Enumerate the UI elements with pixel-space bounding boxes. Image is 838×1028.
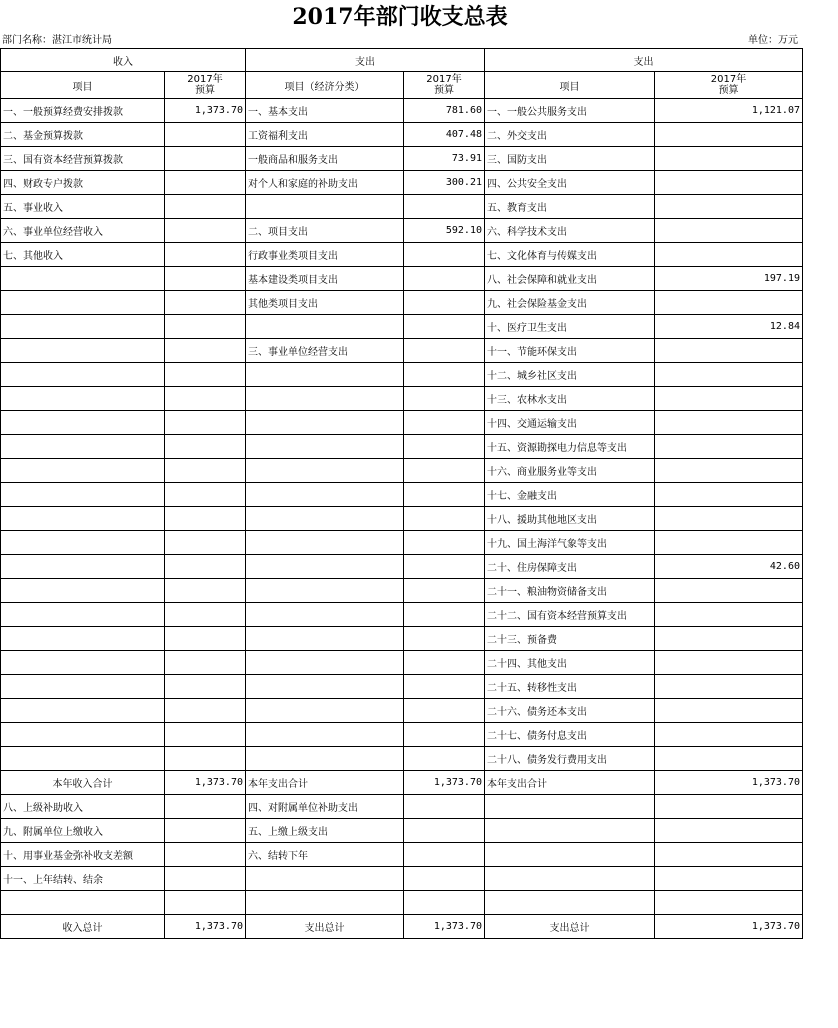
income-item-cell bbox=[1, 363, 165, 387]
expense-econ-budget-cell bbox=[404, 603, 485, 627]
expense-econ-item-cell: 三、事业单位经营支出 bbox=[246, 339, 404, 363]
expense-func-budget-cell bbox=[655, 795, 803, 819]
income-item-cell bbox=[1, 531, 165, 555]
expense-econ-item-cell bbox=[246, 627, 404, 651]
expense-econ-item-cell: 二、项目支出 bbox=[246, 219, 404, 243]
expense-econ-budget-cell: 407.48 bbox=[404, 123, 485, 147]
income-item-cell: 本年收入合计 bbox=[1, 771, 165, 795]
expense-func-item-cell: 五、教育支出 bbox=[485, 195, 655, 219]
income-budget-cell bbox=[165, 315, 246, 339]
expense-func-budget-cell bbox=[655, 171, 803, 195]
expense-econ-budget-cell bbox=[404, 291, 485, 315]
expense-func-budget-cell: 1,373.70 bbox=[655, 915, 803, 939]
income-item-cell bbox=[1, 291, 165, 315]
income-item-cell: 十一、上年结转、结余 bbox=[1, 867, 165, 891]
table-row bbox=[1, 123, 803, 147]
table-row bbox=[1, 363, 803, 387]
expense-func-item-cell: 十六、商业服务业等支出 bbox=[485, 459, 655, 483]
expense-econ-item-cell: 六、结转下年 bbox=[246, 843, 404, 867]
table-row bbox=[1, 483, 803, 507]
expense-func-budget-cell: 12.84 bbox=[655, 315, 803, 339]
col-header-budget bbox=[404, 72, 485, 99]
table-row bbox=[1, 171, 803, 195]
table-row bbox=[1, 387, 803, 411]
table-row bbox=[1, 555, 803, 579]
expense-func-item-cell: 一、一般公共服务支出 bbox=[485, 99, 655, 123]
expense-econ-budget-cell bbox=[404, 435, 485, 459]
table-row bbox=[1, 627, 803, 651]
expense-func-item-cell: 支出总计 bbox=[485, 915, 655, 939]
table-row bbox=[1, 531, 803, 555]
expense-func-item-cell bbox=[485, 867, 655, 891]
income-budget-cell: 1,373.70 bbox=[165, 771, 246, 795]
expense-func-item-cell: 二、外交支出 bbox=[485, 123, 655, 147]
income-budget-cell bbox=[165, 243, 246, 267]
col-header-year: 2017年 bbox=[187, 74, 223, 85]
income-item-cell bbox=[1, 411, 165, 435]
income-budget-cell bbox=[165, 747, 246, 771]
expense-func-budget-cell bbox=[655, 219, 803, 243]
expense-econ-budget-cell bbox=[404, 531, 485, 555]
income-budget-cell bbox=[165, 867, 246, 891]
expense-func-item-cell bbox=[485, 795, 655, 819]
expense-econ-budget-cell bbox=[404, 267, 485, 291]
income-item-cell bbox=[1, 315, 165, 339]
expense-econ-item-cell bbox=[246, 555, 404, 579]
income-item-cell: 一、一般预算经费安排拨款 bbox=[1, 99, 165, 123]
table-row bbox=[1, 435, 803, 459]
expense-econ-item-cell: 其他类项目支出 bbox=[246, 291, 404, 315]
expense-func-item-cell: 二十七、债务付息支出 bbox=[485, 723, 655, 747]
expense-func-item-cell: 十一、节能环保支出 bbox=[485, 339, 655, 363]
page-title: 2017年部门收支总表 bbox=[292, 4, 508, 30]
expense-econ-budget-cell: 73.91 bbox=[404, 147, 485, 171]
income-item-cell bbox=[1, 723, 165, 747]
expense-func-budget-cell bbox=[655, 291, 803, 315]
income-budget-cell bbox=[165, 435, 246, 459]
col-header-item-econ: 项目（经济分类） bbox=[246, 72, 404, 99]
expense-func-item-cell: 十四、交通运输支出 bbox=[485, 411, 655, 435]
table-row bbox=[1, 819, 803, 843]
expense-econ-budget-cell bbox=[404, 195, 485, 219]
expense-econ-item-cell: 五、上缴上级支出 bbox=[246, 819, 404, 843]
expense-func-budget-cell bbox=[655, 579, 803, 603]
income-budget-cell bbox=[165, 603, 246, 627]
income-budget-cell bbox=[165, 555, 246, 579]
income-budget-cell bbox=[165, 195, 246, 219]
expense-econ-budget-cell bbox=[404, 387, 485, 411]
expense-econ-item-cell bbox=[246, 579, 404, 603]
expense-func-budget-cell bbox=[655, 483, 803, 507]
income-item-cell: 四、财政专户拨款 bbox=[1, 171, 165, 195]
expense-econ-budget-cell bbox=[404, 459, 485, 483]
expense-econ-item-cell: 行政事业类项目支出 bbox=[246, 243, 404, 267]
table-row bbox=[1, 315, 803, 339]
income-budget-cell bbox=[165, 627, 246, 651]
col-header-item: 项目 bbox=[1, 72, 165, 99]
expense-func-item-cell: 二十四、其他支出 bbox=[485, 651, 655, 675]
expense-func-budget-cell bbox=[655, 819, 803, 843]
expense-econ-budget-cell: 781.60 bbox=[404, 99, 485, 123]
expense-econ-budget-cell bbox=[404, 363, 485, 387]
income-budget-cell bbox=[165, 291, 246, 315]
expense-econ-item-cell bbox=[246, 195, 404, 219]
expense-func-budget-cell bbox=[655, 411, 803, 435]
income-item-cell bbox=[1, 747, 165, 771]
expense-econ-item-cell bbox=[246, 507, 404, 531]
expense-func-item-cell bbox=[485, 843, 655, 867]
expense-econ-budget-cell bbox=[404, 675, 485, 699]
income-header: 收入 bbox=[1, 49, 246, 72]
expense-func-budget-cell bbox=[655, 603, 803, 627]
income-item-cell: 二、基金预算拨款 bbox=[1, 123, 165, 147]
income-budget-cell bbox=[165, 843, 246, 867]
table-row bbox=[1, 675, 803, 699]
table-row bbox=[1, 795, 803, 819]
unit-label: 单位：万元 bbox=[748, 35, 798, 46]
col-header-item-c: 项目 bbox=[485, 72, 655, 99]
expense-econ-item-cell bbox=[246, 891, 404, 915]
expense-econ-budget-cell bbox=[404, 891, 485, 915]
expense-func-budget-cell bbox=[655, 723, 803, 747]
income-budget-cell bbox=[165, 723, 246, 747]
income-item-cell: 十、用事业基金弥补收支差额 bbox=[1, 843, 165, 867]
expense-func-item-cell: 四、公共安全支出 bbox=[485, 171, 655, 195]
col-header-budget-label: 预算 bbox=[434, 85, 454, 96]
expense-func-budget-cell bbox=[655, 747, 803, 771]
income-budget-cell bbox=[165, 339, 246, 363]
expense-func-budget-cell: 1,121.07 bbox=[655, 99, 803, 123]
income-budget-cell: 1,373.70 bbox=[165, 915, 246, 939]
expense-func-item-cell: 十五、资源勘探电力信息等支出 bbox=[485, 435, 655, 459]
table-row bbox=[1, 915, 803, 939]
expense-func-item-cell: 二十二、国有资本经营预算支出 bbox=[485, 603, 655, 627]
income-item-cell bbox=[1, 435, 165, 459]
income-item-cell bbox=[1, 555, 165, 579]
col-header-budget-label: 预算 bbox=[195, 85, 215, 96]
expense-econ-item-cell bbox=[246, 531, 404, 555]
expense-econ-budget-cell bbox=[404, 243, 485, 267]
expense-func-budget-cell bbox=[655, 387, 803, 411]
table-row bbox=[1, 843, 803, 867]
income-budget-cell bbox=[165, 795, 246, 819]
income-budget-cell bbox=[165, 387, 246, 411]
table-row bbox=[1, 99, 803, 123]
expense-func-item-cell: 三、国防支出 bbox=[485, 147, 655, 171]
col-header-year: 2017年 bbox=[426, 74, 462, 85]
expense-econ-item-cell: 支出总计 bbox=[246, 915, 404, 939]
income-item-cell: 八、上级补助收入 bbox=[1, 795, 165, 819]
expense-func-budget-cell bbox=[655, 651, 803, 675]
expense-econ-item-cell: 基本建设类项目支出 bbox=[246, 267, 404, 291]
expense-econ-budget-cell bbox=[404, 579, 485, 603]
income-budget-cell bbox=[165, 363, 246, 387]
expense-func-item-cell: 九、社会保险基金支出 bbox=[485, 291, 655, 315]
expense-func-item-cell: 二十一、粮油物资储备支出 bbox=[485, 579, 655, 603]
table-row bbox=[1, 579, 803, 603]
income-item-cell bbox=[1, 675, 165, 699]
table-row bbox=[1, 291, 803, 315]
expense-econ-item-cell: 一般商品和服务支出 bbox=[246, 147, 404, 171]
expense-func-item-cell bbox=[485, 819, 655, 843]
table-row bbox=[1, 891, 803, 915]
expense-func-budget-cell bbox=[655, 867, 803, 891]
expense-func-item-cell: 十九、国土海洋气象等支出 bbox=[485, 531, 655, 555]
expense-func-item-cell: 二十八、债务发行费用支出 bbox=[485, 747, 655, 771]
income-item-cell bbox=[1, 579, 165, 603]
income-budget-cell bbox=[165, 699, 246, 723]
expense-econ-budget-cell bbox=[404, 627, 485, 651]
expense-econ-item-cell: 四、对附属单位补助支出 bbox=[246, 795, 404, 819]
expense-econ-item-cell: 对个人和家庭的补助支出 bbox=[246, 171, 404, 195]
col-header-year: 2017年 bbox=[710, 74, 747, 85]
income-budget-cell bbox=[165, 891, 246, 915]
expense-func-budget-cell bbox=[655, 459, 803, 483]
income-item-cell bbox=[1, 459, 165, 483]
income-budget-cell bbox=[165, 675, 246, 699]
expense-header-a: 支出 bbox=[246, 49, 485, 72]
income-item-cell bbox=[1, 603, 165, 627]
table-row bbox=[1, 267, 803, 291]
expense-header-b: 支出 bbox=[485, 49, 803, 72]
income-budget-cell bbox=[165, 459, 246, 483]
expense-econ-item-cell bbox=[246, 483, 404, 507]
expense-econ-item-cell bbox=[246, 723, 404, 747]
income-item-cell: 收入总计 bbox=[1, 915, 165, 939]
expense-func-budget-cell: 42.60 bbox=[655, 555, 803, 579]
expense-econ-item-cell bbox=[246, 435, 404, 459]
expense-econ-budget-cell: 1,373.70 bbox=[404, 915, 485, 939]
table-row bbox=[1, 723, 803, 747]
table-body bbox=[1, 99, 803, 939]
income-item-cell bbox=[1, 339, 165, 363]
expense-func-budget-cell bbox=[655, 507, 803, 531]
income-item-cell bbox=[1, 699, 165, 723]
expense-econ-budget-cell: 1,373.70 bbox=[404, 771, 485, 795]
expense-econ-budget-cell: 592.10 bbox=[404, 219, 485, 243]
income-item-cell bbox=[1, 891, 165, 915]
expense-econ-budget-cell bbox=[404, 699, 485, 723]
expense-func-item-cell: 十、医疗卫生支出 bbox=[485, 315, 655, 339]
expense-econ-item-cell bbox=[246, 363, 404, 387]
expense-econ-budget-cell bbox=[404, 507, 485, 531]
expense-econ-item-cell bbox=[246, 675, 404, 699]
expense-func-budget-cell bbox=[655, 891, 803, 915]
expense-func-item-cell: 十二、城乡社区支出 bbox=[485, 363, 655, 387]
expense-func-item-cell: 十八、援助其他地区支出 bbox=[485, 507, 655, 531]
table-row bbox=[1, 195, 803, 219]
table-row bbox=[1, 651, 803, 675]
income-budget-cell bbox=[165, 531, 246, 555]
table-row bbox=[1, 243, 803, 267]
expense-func-item-cell: 二十、住房保障支出 bbox=[485, 555, 655, 579]
table-row bbox=[1, 603, 803, 627]
expense-econ-budget-cell bbox=[404, 867, 485, 891]
income-budget-cell bbox=[165, 171, 246, 195]
income-item-cell: 九、附属单位上缴收入 bbox=[1, 819, 165, 843]
expense-func-budget-cell bbox=[655, 123, 803, 147]
income-item-cell: 五、事业收入 bbox=[1, 195, 165, 219]
expense-func-budget-cell: 197.19 bbox=[655, 267, 803, 291]
expense-econ-item-cell: 一、基本支出 bbox=[246, 99, 404, 123]
income-item-cell bbox=[1, 651, 165, 675]
expense-econ-budget-cell bbox=[404, 411, 485, 435]
expense-func-item-cell: 六、科学技术支出 bbox=[485, 219, 655, 243]
income-budget-cell bbox=[165, 507, 246, 531]
col-header-budget bbox=[655, 72, 803, 99]
income-item-cell: 三、国有资本经营预算拨款 bbox=[1, 147, 165, 171]
income-item-cell bbox=[1, 627, 165, 651]
expense-econ-budget-cell bbox=[404, 723, 485, 747]
table-row bbox=[1, 411, 803, 435]
expense-econ-budget-cell bbox=[404, 795, 485, 819]
income-item-cell bbox=[1, 507, 165, 531]
income-budget-cell bbox=[165, 123, 246, 147]
income-budget-cell bbox=[165, 579, 246, 603]
col-header-budget bbox=[165, 72, 246, 99]
table-row bbox=[1, 219, 803, 243]
expense-func-budget-cell bbox=[655, 195, 803, 219]
expense-func-budget-cell: 1,373.70 bbox=[655, 771, 803, 795]
table-row bbox=[1, 747, 803, 771]
expense-func-budget-cell bbox=[655, 531, 803, 555]
income-item-cell: 六、事业单位经营收入 bbox=[1, 219, 165, 243]
expense-func-budget-cell bbox=[655, 339, 803, 363]
expense-func-budget-cell bbox=[655, 675, 803, 699]
expense-econ-item-cell bbox=[246, 699, 404, 723]
expense-econ-budget-cell bbox=[404, 747, 485, 771]
income-item-cell bbox=[1, 483, 165, 507]
income-budget-cell bbox=[165, 147, 246, 171]
expense-econ-budget-cell bbox=[404, 651, 485, 675]
income-item-cell: 七、其他收入 bbox=[1, 243, 165, 267]
income-budget-cell bbox=[165, 819, 246, 843]
income-budget-cell bbox=[165, 411, 246, 435]
income-budget-cell: 1,373.70 bbox=[165, 99, 246, 123]
expense-econ-item-cell bbox=[246, 459, 404, 483]
expense-func-budget-cell bbox=[655, 627, 803, 651]
expense-func-item-cell: 十三、农林水支出 bbox=[485, 387, 655, 411]
department-label: 部门名称：湛江市统计局 bbox=[2, 35, 112, 46]
expense-func-item-cell bbox=[485, 891, 655, 915]
income-item-cell bbox=[1, 267, 165, 291]
table-row bbox=[1, 459, 803, 483]
expense-func-budget-cell bbox=[655, 699, 803, 723]
income-budget-cell bbox=[165, 651, 246, 675]
expense-func-budget-cell bbox=[655, 363, 803, 387]
table-row bbox=[1, 147, 803, 171]
expense-econ-budget-cell bbox=[404, 315, 485, 339]
expense-econ-item-cell bbox=[246, 747, 404, 771]
expense-econ-item-cell bbox=[246, 315, 404, 339]
col-header-budget-label: 预算 bbox=[718, 85, 739, 96]
expense-func-item-cell: 本年支出合计 bbox=[485, 771, 655, 795]
expense-econ-budget-cell bbox=[404, 339, 485, 363]
expense-func-item-cell: 二十六、债务还本支出 bbox=[485, 699, 655, 723]
table-row bbox=[1, 867, 803, 891]
table-row bbox=[1, 771, 803, 795]
expense-econ-budget-cell bbox=[404, 555, 485, 579]
expense-func-budget-cell bbox=[655, 435, 803, 459]
expense-func-item-cell: 八、社会保障和就业支出 bbox=[485, 267, 655, 291]
table-row bbox=[1, 339, 803, 363]
expense-func-item-cell: 十七、金融支出 bbox=[485, 483, 655, 507]
income-item-cell bbox=[1, 387, 165, 411]
expense-func-budget-cell bbox=[655, 147, 803, 171]
expense-func-item-cell: 二十三、预备费 bbox=[485, 627, 655, 651]
expense-econ-budget-cell bbox=[404, 843, 485, 867]
expense-econ-item-cell: 工资福利支出 bbox=[246, 123, 404, 147]
table-row bbox=[1, 507, 803, 531]
expense-func-budget-cell bbox=[655, 843, 803, 867]
expense-econ-item-cell bbox=[246, 603, 404, 627]
expense-func-item-cell: 七、文化体育与传媒支出 bbox=[485, 243, 655, 267]
expense-econ-budget-cell bbox=[404, 483, 485, 507]
expense-econ-budget-cell bbox=[404, 819, 485, 843]
income-budget-cell bbox=[165, 483, 246, 507]
table-row bbox=[1, 699, 803, 723]
income-budget-cell bbox=[165, 267, 246, 291]
expense-econ-item-cell bbox=[246, 411, 404, 435]
expense-func-budget-cell bbox=[655, 243, 803, 267]
expense-econ-item-cell bbox=[246, 387, 404, 411]
expense-econ-budget-cell: 300.21 bbox=[404, 171, 485, 195]
budget-table bbox=[0, 48, 803, 939]
expense-econ-item-cell bbox=[246, 867, 404, 891]
expense-econ-item-cell bbox=[246, 651, 404, 675]
expense-func-item-cell: 二十五、转移性支出 bbox=[485, 675, 655, 699]
expense-econ-item-cell: 本年支出合计 bbox=[246, 771, 404, 795]
income-budget-cell bbox=[165, 219, 246, 243]
